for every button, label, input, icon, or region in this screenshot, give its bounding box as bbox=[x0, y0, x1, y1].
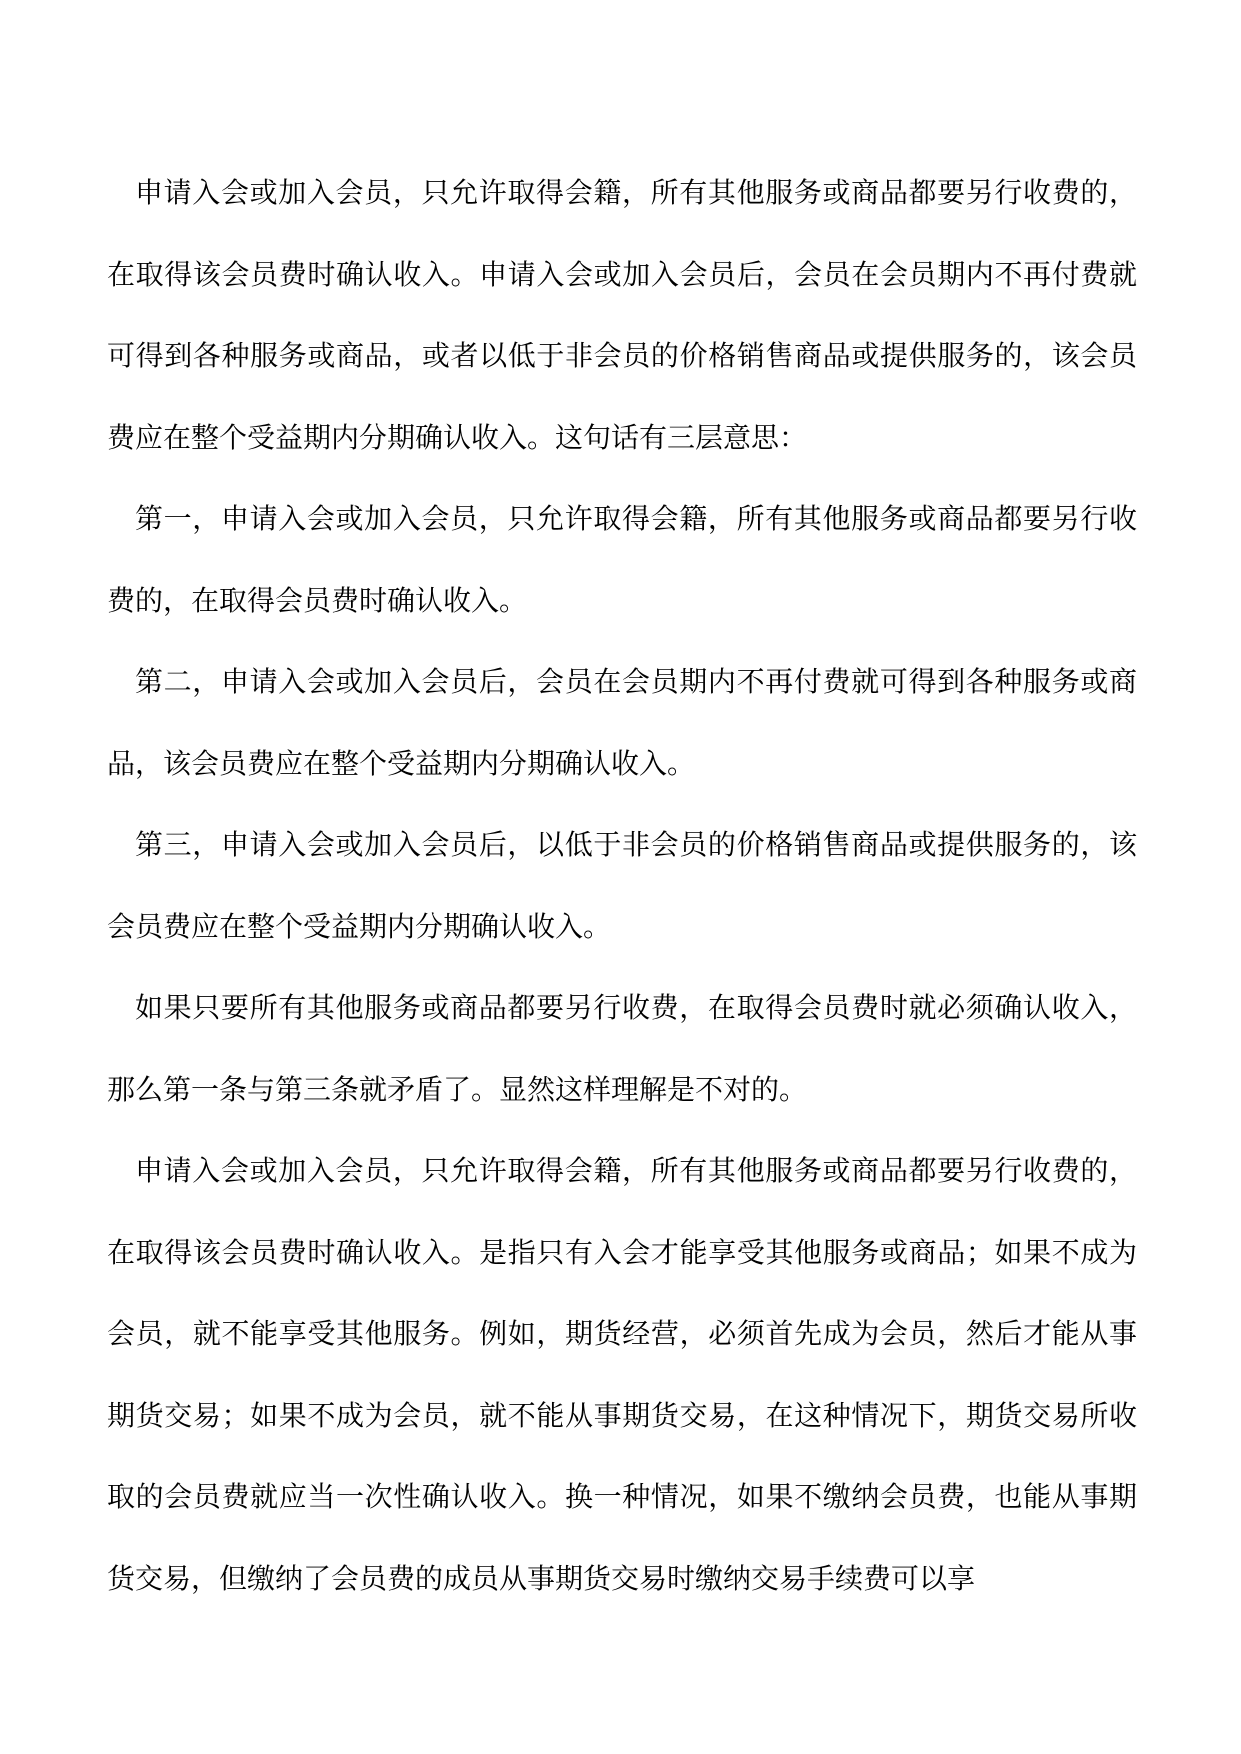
paragraph-5: 如果只要所有其他服务或商品都要另行收费，在取得会员费时就必须确认收入，那么第一条与第三条就矛盾了。显然这样理解是不对的。 bbox=[107, 991, 1137, 1106]
document-body bbox=[107, 152, 1137, 1619]
paragraph-4: 第三，申请入会或加入会员后，以低于非会员的价格销售商品或提供服务的，该会员费应在整个受益期内分期确认收入。 bbox=[107, 828, 1137, 943]
paragraph-2: 第一，申请入会或加入会员，只允许取得会籍，所有其他服务或商品都要另行收费的，在取得会员费时确认收入。 bbox=[107, 502, 1137, 617]
paragraph-3: 第二，申请入会或加入会员后，会员在会员期内不再付费就可得到各种服务或商品，该会员费应在整个受益期内分期确认收入。 bbox=[107, 665, 1137, 780]
paragraph-6: 申请入会或加入会员，只允许取得会籍，所有其他服务或商品都要另行收费的，在取得该会员费时确认收入。是指只有入会才能享受其他服务或商品；如果不成为会员，就不能享受其他服务。例如，期货经营，必须首先成为会员，然后才能从事期货交易；如果不成为会员，就不能从事期货交易，在这种情况下，期货交易所收取的会员费就应当一次性确认收入。换一种情况，如果不缴纳会员费，也能从事期货交易，但缴纳了会员费的成员从事期货交易时缴纳交易手续费可以享 bbox=[107, 1154, 1137, 1595]
paragraph-1: 申请入会或加入会员，只允许取得会籍，所有其他服务或商品都要另行收费的，在取得该会员费时确认收入。申请入会或加入会员后，会员在会员期内不再付费就可得到各种服务或商品，或者以低于非会员的价格销售商品或提供服务的，该会员费应在整个受益期内分期确认收入。这句话有三层意思： bbox=[107, 176, 1137, 454]
